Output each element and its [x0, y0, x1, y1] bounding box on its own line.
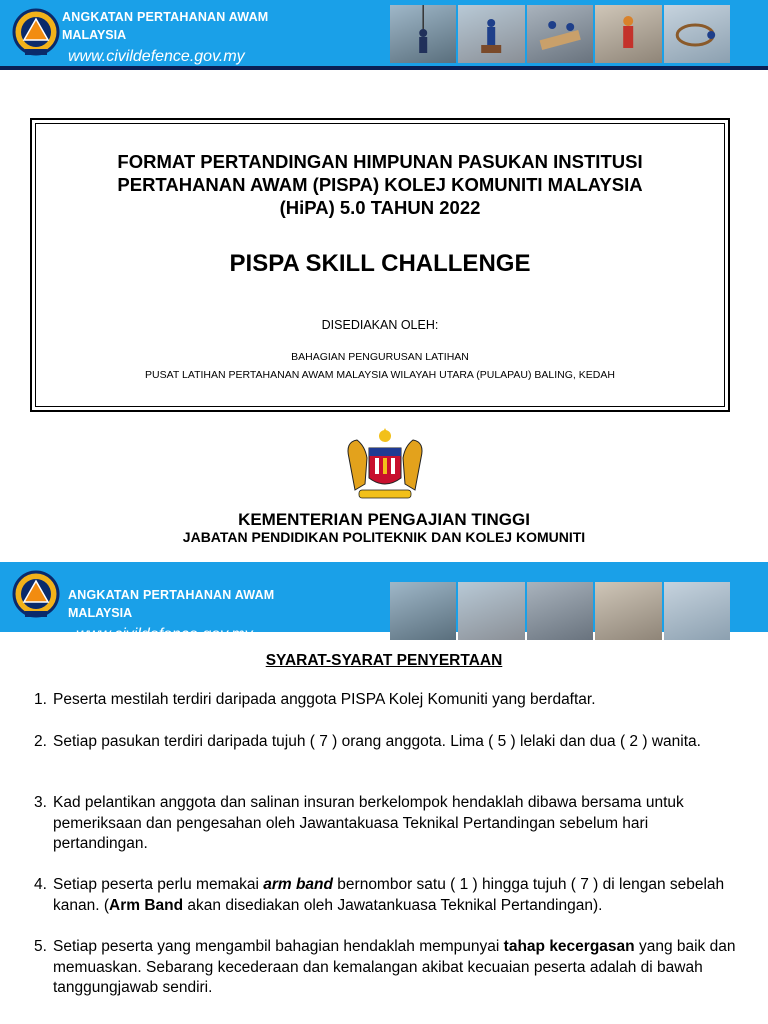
- rule-text: [53, 793, 743, 855]
- rescue-photo: [458, 582, 524, 640]
- org-name-line1: ANGKATAN PERTAHANAN AWAM: [62, 10, 269, 24]
- rule-text-run: bernombor satu ( 1 ) hingga tujuh ( 7 ) di lengan sebelah kanan. (: [53, 876, 725, 914]
- training-center-name: PUSAT LATIHAN PERTAHANAN AWAM MALAYSIA WILAYAH UTARA (PULAPAU) BALING, KEDAH: [145, 369, 615, 381]
- title-box: [30, 118, 730, 412]
- rule-number: 1.: [34, 691, 47, 708]
- rescue-photo: [527, 582, 593, 640]
- rule-text: [53, 732, 743, 753]
- photo-strip: [390, 582, 730, 640]
- document-title-line1: FORMAT PERTANDINGAN HIMPUNAN PASUKAN INSTITUSI: [117, 151, 643, 172]
- rescue-photo: [390, 582, 456, 640]
- rescue-photo: [390, 5, 456, 63]
- document-title-line3: (HiPA) 5.0 TAHUN 2022: [279, 197, 481, 218]
- rescue-photo: [527, 5, 593, 63]
- emphasis-text: arm band: [263, 876, 333, 893]
- rule-text-run: Peserta mestilah terdiri daripada anggota PISPA Kolej Komuniti yang berdaftar.: [53, 691, 596, 708]
- rule-text-run: akan disediakan oleh Jawatankuasa Teknikal Pertandingan).: [183, 896, 603, 914]
- section-heading: SYARAT-SYARAT PENYERTAAN: [265, 652, 503, 669]
- division-name: BAHAGIAN PENGURUSAN LATIHAN: [291, 351, 469, 363]
- event-name: PISPA SKILL CHALLENGE: [229, 250, 531, 277]
- civil-defence-emblem-icon: [13, 5, 59, 61]
- rule-text-run: Setiap pasukan terdiri daripada tujuh ( 7 ) orang anggota. Lima ( 5 ) lelaki dan dua ( 2 ) wanita.: [53, 733, 701, 750]
- rule-text-run: yang baik dan memuaskan. Sebarang kecederaan dan kemalangan akibat kecuaian peserta adalah di bawah tanggungjawab sendiri.: [53, 938, 736, 996]
- rule-text: [53, 937, 743, 999]
- rule-text: [53, 875, 743, 916]
- org-name-line2: MALAYSIA: [68, 606, 133, 620]
- org-name-line2: MALAYSIA: [62, 28, 127, 42]
- ministry-name: KEMENTERIAN PENGAJIAN TINGGI: [238, 510, 530, 529]
- emphasis-text: tahap kecergasan: [503, 938, 635, 955]
- rule-text-run: Kad pelantikan anggota dan salinan insuran berkelompok hendaklah dibawa bersama untuk pemeriksaan dan pengesahan oleh Jawantakuasa Teknikal Pertandingan sebelum hari pertandingan.: [53, 794, 684, 852]
- civil-defence-emblem-icon: [13, 567, 59, 623]
- rule-text-run: Setiap peserta yang mengambil bahagian hendaklah mempunyai: [53, 938, 504, 955]
- document-title-line2: PERTAHANAN AWAM (PISPA) KOLEJ KOMUNITI MALAYSIA: [117, 174, 643, 195]
- rule-text: [53, 690, 743, 711]
- rule-text-run: Setiap peserta perlu memakai: [53, 876, 264, 893]
- org-name-line1: ANGKATAN PERTAHANAN AWAM: [68, 588, 275, 602]
- rule-number: 4.: [34, 876, 47, 893]
- banner-stripe: [0, 66, 768, 70]
- rescue-photo: [458, 5, 524, 63]
- emphasis-text: Arm Band: [109, 896, 184, 914]
- rescue-photo: [595, 5, 661, 63]
- rescue-photo: [664, 5, 730, 63]
- department-name: JABATAN PENDIDIKAN POLITEKNIK DAN KOLEJ KOMUNITI: [182, 529, 586, 545]
- rescue-photo: [595, 582, 661, 640]
- rescue-photo: [664, 582, 730, 640]
- malaysia-coat-of-arms-icon: [335, 428, 435, 504]
- rule-number: 2.: [34, 733, 47, 750]
- header-banner: [0, 0, 768, 70]
- header-banner-page2: [0, 562, 768, 643]
- prepared-by-label: DISEDIAKAN OLEH:: [321, 318, 439, 332]
- rule-number: 5.: [34, 938, 47, 955]
- photo-strip: [390, 5, 730, 63]
- website-link[interactable]: www.civildefence.gov.my: [76, 626, 253, 643]
- website-link[interactable]: www.civildefence.gov.my: [68, 48, 245, 65]
- rule-number: 3.: [34, 794, 47, 811]
